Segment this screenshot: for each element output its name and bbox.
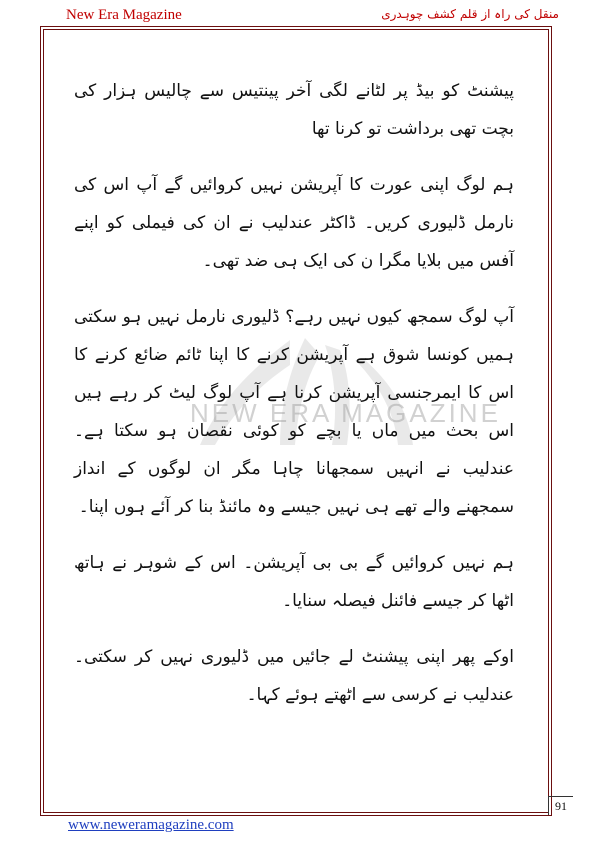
novel-credit: منقل کی راہ از قلم کشف چوہدری bbox=[381, 7, 559, 21]
paragraph: ہم نہیں کروائیں گے بی بی آپریشن۔ اس کے شوہر نے ہاتھ اٹھا کر جیسے فائنل فیصلہ سنایا۔ bbox=[74, 553, 514, 611]
article-body bbox=[74, 72, 514, 732]
paragraph: پیشنٹ کو بیڈ پر لٹانے لگی آخر پینتیس سے چالیس ہزار کی بچت تھی برداشت تو کرنا تھا bbox=[74, 81, 514, 139]
paragraph: آپ لوگ سمجھ کیوں نہیں رہے؟ ڈلیوری نارمل نہیں ہو سکتی ہمیں کونسا شوق ہے آپریشن کرنے کا اپنا ٹائم ضائع کرنے کا اس کا ایمرجنسی آپریشن کرنا ہے آپ لوگ لیٹ کر رہے ہیں اس بحث میں ماں یا بچے کو کوئی نقصان ہو سکتا ہے۔ عندلیب نے انہیں سمجھانا چاہا مگر ان لوگوں کے انداز سمجھنے والے تھے ہی نہیں جیسے وہ مائنڈ بنا کر آئے ہوں اپنا۔ bbox=[74, 307, 514, 517]
magazine-name: New Era Magazine bbox=[66, 7, 182, 23]
website-link[interactable]: www.neweramagazine.com bbox=[68, 817, 234, 833]
paragraph: ہم لوگ اپنی عورت کا آپریشن نہیں کروائیں گے آپ اس کی نارمل ڈلیوری کریں۔ ڈاکٹر عندلیب نے ان کی فیملی کو اپنے آفس میں بلایا مگرا ن کی ایک ہی ضد تھی۔ bbox=[74, 175, 514, 271]
watermark-text: NEW ERA MAGAZINE bbox=[190, 398, 501, 428]
page-number: 91 bbox=[548, 796, 573, 815]
paragraph: اوکے پھر اپنی پیشنٹ لے جائیں میں ڈلیوری نہیں کر سکتی۔ عندلیب نے کرسی سے اٹھتے ہوئے کہا۔ bbox=[74, 647, 514, 705]
